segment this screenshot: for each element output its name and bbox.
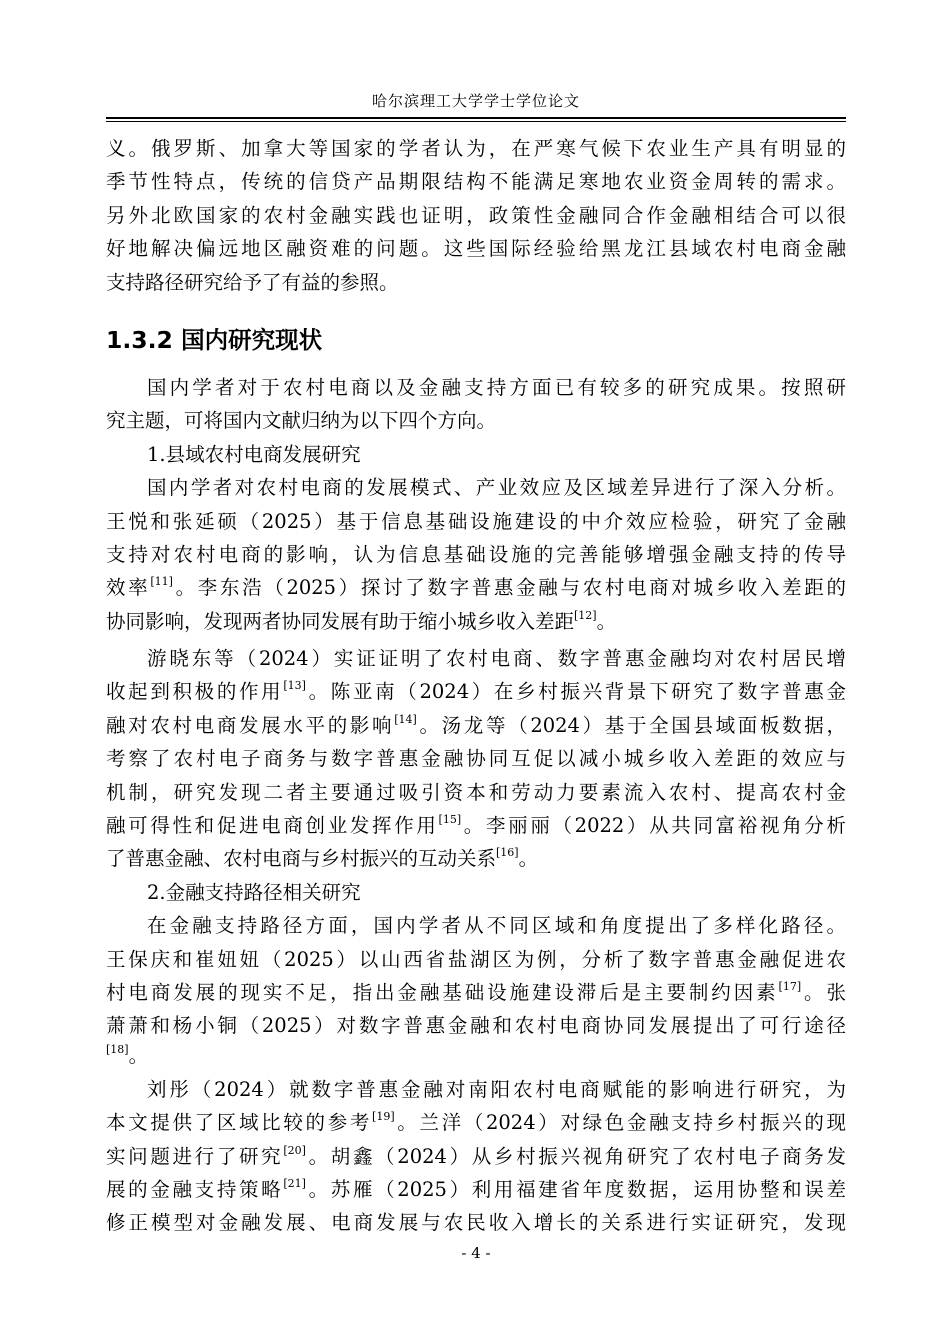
text-span: 效率	[106, 576, 151, 600]
citation-ref: [15]	[438, 813, 462, 827]
text-span: 。胡鑫（2024）从乡村振兴视角研究了农村电子商务发	[305, 1144, 846, 1168]
text-span: 。苏雁（2025）利用福建省年度数据，运用协整和误差	[305, 1177, 846, 1201]
text-line	[106, 709, 846, 742]
citation-ref: [14]	[394, 712, 417, 726]
text-line: 游晓东等（2024）实证证明了农村电商、数字普惠金融均对农村居民增	[147, 647, 846, 671]
text-span: 本文提供了区域比较的参考	[106, 1111, 373, 1135]
text-span: 。	[128, 1043, 149, 1067]
text-span: 。李东浩（2025）探讨了数字普惠金融与农村电商对城乡收入差距的	[172, 576, 846, 600]
text-line: 义。俄罗斯、加拿大等国家的学者认为，在严寒气候下农业生产具有明显的	[106, 137, 846, 160]
text-line: 考察了农村电子商务与数字普惠金融协同互促以减小城乡收入差距的效应与	[106, 747, 846, 771]
text-span: 。兰洋（2024）对绿色金融支持乡村振兴的现	[394, 1111, 846, 1135]
text-span: 。陈亚南（2024）在乡村振兴背景下研究了数字普惠金	[305, 680, 846, 704]
citation-ref: [19]	[372, 1110, 395, 1124]
text-line	[106, 809, 846, 842]
body-text	[106, 132, 846, 1240]
text-line	[106, 1173, 846, 1206]
page-number: - 4 -	[461, 1244, 491, 1262]
text-span: 。	[518, 847, 539, 871]
text-span: 展的金融支持策略	[106, 1177, 284, 1201]
text-line	[106, 842, 846, 875]
header-rule-thick	[106, 117, 846, 119]
text-line: 修正模型对金融发展、电商发展与农民收入增长的关系进行实证研究，发现	[106, 1211, 846, 1235]
text-line: 萧萧和杨小铜（2025）对数字普惠金融和农村电商协同发展提出了可行途径	[106, 1014, 846, 1038]
text-span: 了普惠金融、农村电商与乡村振兴的互动关系	[106, 847, 497, 871]
text-line	[106, 675, 846, 708]
text-span: 。李丽丽（2022）从共同富裕视角分析	[461, 814, 846, 838]
text-line: 王悦和张延硕（2025）基于信息基础设施建设的中介效应检验，研究了金融	[106, 509, 846, 533]
text-line: 好地解决偏远地区融资难的问题。这些国际经验给黑龙江县域农村电商金融	[106, 237, 846, 261]
citation-ref: [20]	[283, 1143, 306, 1157]
citation-ref: [21]	[283, 1176, 306, 1190]
text-line	[106, 571, 846, 604]
text-line: 王保庆和崔妞妞（2025）以山西省盐湖区为例，分析了数字普惠金融促进农	[106, 947, 846, 971]
header-rule-thin	[106, 121, 846, 122]
text-line: 国内学者对于农村电商以及金融支持方面已有较多的研究成果。按照研	[147, 375, 846, 399]
text-line: 究主题，可将国内文献归纳为以下四个方向。	[106, 409, 497, 433]
text-line	[106, 1106, 846, 1139]
text-span: 协同影响，发现两者协同发展有助于缩小城乡收入差距	[106, 609, 575, 633]
citation-ref: [16]	[496, 846, 519, 860]
text-line	[106, 976, 846, 1009]
text-span: 村电商发展的现实不足，指出金融基础设施建设滞后是主要制约因素	[106, 980, 779, 1004]
text-line: 另外北欧国家的农村金融实践也证明，政策性金融同合作金融相结合可以很	[106, 203, 846, 227]
citation-ref: [11]	[150, 575, 173, 589]
text-line: 在金融支持路径方面，国内学者从不同区域和角度提出了多样化路径。	[147, 914, 846, 938]
citation-ref: [12]	[574, 608, 597, 622]
text-span: 实问题进行了研究	[106, 1144, 284, 1168]
text-line: 季节性特点，传统的信贷产品期限结构不能满足寒地农业资金周转的需求。	[106, 170, 846, 194]
text-span: 。汤龙等（2024）基于全国县域面板数据，	[416, 713, 846, 737]
text-line	[106, 1043, 846, 1069]
text-line	[106, 605, 846, 638]
text-line: 国内学者对农村电商的发展模式、产业效应及区域差异进行了深入分析。	[147, 476, 846, 500]
running-header: 哈尔滨理工大学学士学位论文	[371, 92, 580, 110]
text-span: 融对农村电商发展水平的影响	[106, 713, 395, 737]
text-line: 机制，研究发现二者主要通过吸引资本和劳动力要素流入农村、提高农村金	[106, 780, 846, 804]
section-heading: 1.3.2 国内研究现状	[106, 325, 323, 354]
citation-ref: [13]	[283, 679, 306, 693]
subheading: 2.金融支持路径相关研究	[147, 880, 361, 904]
text-span: 收起到积极的作用	[106, 680, 284, 704]
citation-ref: [18]	[106, 1042, 129, 1056]
subheading: 1.县域农村电商发展研究	[147, 442, 361, 466]
citation-ref: [17]	[778, 979, 802, 993]
text-line: 支持路径研究给予了有益的参照。	[106, 270, 399, 294]
text-line: 刘彤（2024）就数字普惠金融对南阳农村电商赋能的影响进行研究，为	[147, 1077, 846, 1101]
text-span: 融可得性和促进电商创业发挥作用	[106, 814, 439, 838]
text-span: 。张	[801, 980, 846, 1004]
text-line	[106, 1140, 846, 1173]
text-line: 支持对农村电商的影响，认为信息基础设施的完善能够增强金融支持的传导	[106, 542, 846, 566]
text-span: 。	[596, 609, 617, 633]
